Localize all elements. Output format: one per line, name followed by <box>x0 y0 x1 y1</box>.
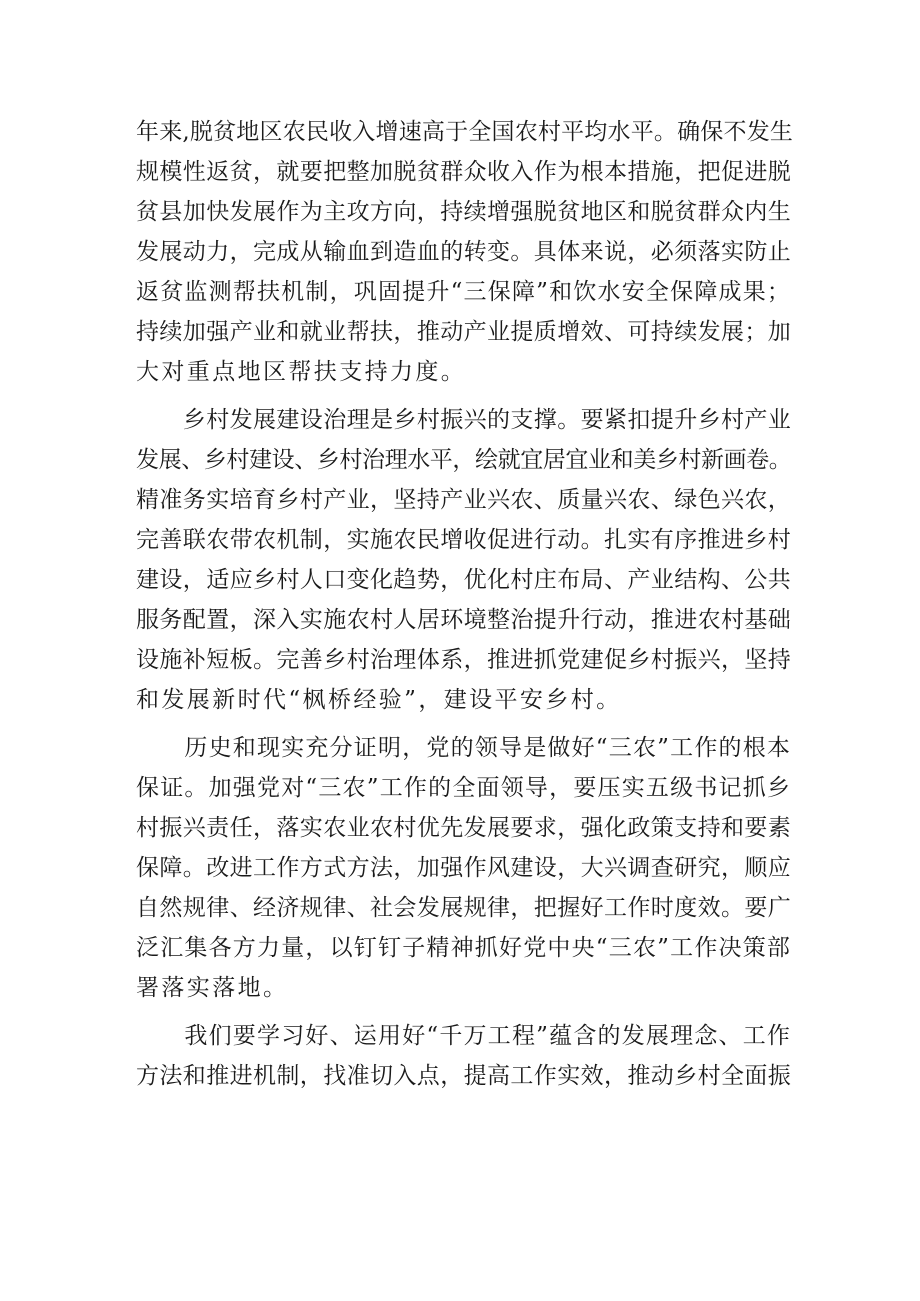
text-line: 我们要学习好、运用好“千万工程”蕴含的发展理念、工作 <box>136 1023 792 1049</box>
text-line: 年来,脱贫地区农民收入增速高于全国农村平均水平。确保不发生 <box>136 119 794 145</box>
text-line: 历史和现实充分证明，党的领导是做好“三农”工作的根本 <box>136 735 792 761</box>
text-line: 自然规律、经济规律、社会发展规律，把握好工作时度效。要广 <box>136 895 792 921</box>
text-line: 完善联农带农机制，实施农民增收促进行动。扎实有序推进乡村 <box>136 527 792 553</box>
text-line: 返贫监测帮扶机制，巩固提升“三保障”和饮水安全保障成果； <box>136 279 792 305</box>
text-line: 村振兴责任，落实农业农村优先发展要求，强化政策支持和要素 <box>136 815 792 841</box>
text-line: 精准务实培育乡村产业，坚持产业兴农、质量兴农、绿色兴农， <box>136 487 792 513</box>
paragraph-1 <box>136 112 796 392</box>
text-line: 建设，适应乡村人口变化趋势，优化村庄布局、产业结构、公共 <box>136 567 792 593</box>
text-line: 方法和推进机制，找准切入点，提高工作实效，推动乡村全面振 <box>136 1063 792 1089</box>
text-line: 保证。加强党对“三农”工作的全面领导，要压实五级书记抓乡 <box>136 775 792 801</box>
text-line: 设施补短板。完善乡村治理体系，推进抓党建促乡村振兴，坚持 <box>136 647 792 673</box>
text-line: 乡村发展建设治理是乡村振兴的支撑。要紧扣提升乡村产业 <box>136 407 792 433</box>
text-line: 贫县加快发展作为主攻方向，持续增强脱贫地区和脱贫群众内生 <box>136 199 792 225</box>
document-body <box>136 112 796 1096</box>
paragraph-4 <box>136 1016 796 1096</box>
paragraph-2 <box>136 400 796 720</box>
text-line: 和发展新时代“枫桥经验”，建设平安乡村。 <box>136 687 622 713</box>
paragraph-3 <box>136 728 796 1008</box>
text-line: 泛汇集各方力量，以钉钉子精神抓好党中央“三农”工作决策部 <box>136 935 792 961</box>
text-line: 保障。改进工作方式方法，加强作风建设，大兴调查研究，顺应 <box>136 855 792 881</box>
text-line: 大对重点地区帮扶支持力度。 <box>136 359 467 385</box>
text-line: 发展、乡村建设、乡村治理水平，绘就宜居宜业和美乡村新画卷。 <box>136 447 792 473</box>
text-line: 服务配置，深入实施农村人居环境整治提升行动，推进农村基础 <box>136 607 792 633</box>
text-line: 发展动力，完成从输血到造血的转变。具体来说，必须落实防止 <box>136 239 792 265</box>
text-line: 持续加强产业和就业帮扶，推动产业提质增效、可持续发展；加 <box>136 319 792 345</box>
text-line: 规模性返贫，就要把整加脱贫群众收入作为根本措施，把促进脱 <box>136 159 792 185</box>
text-line: 署落实落地。 <box>136 975 289 1001</box>
